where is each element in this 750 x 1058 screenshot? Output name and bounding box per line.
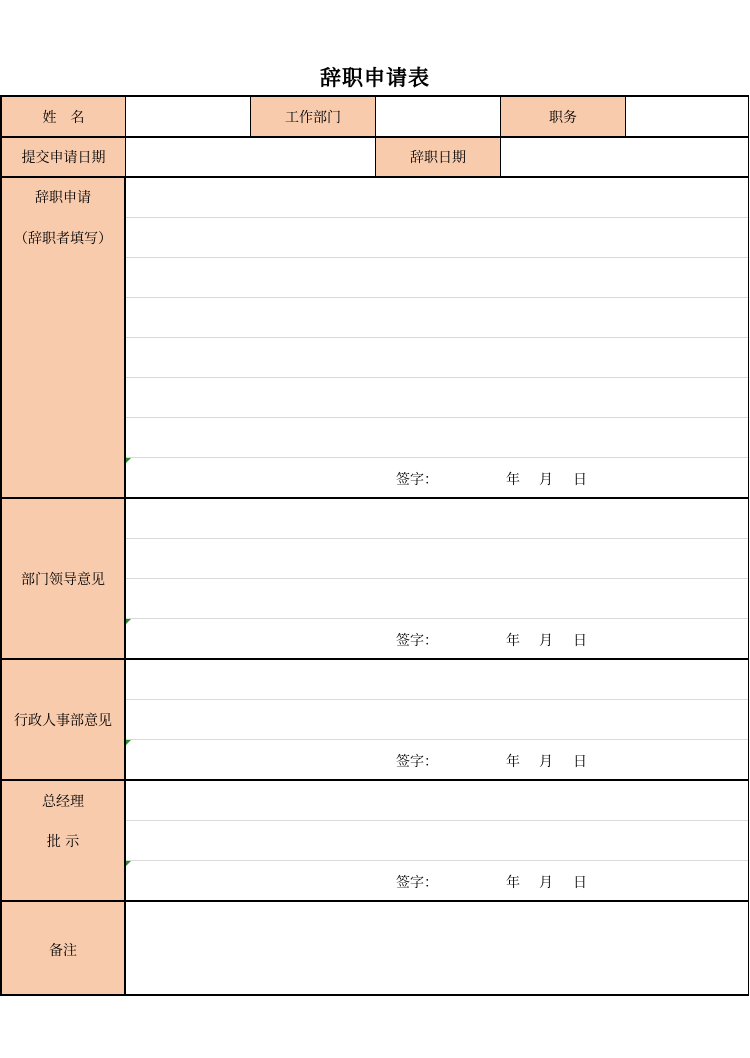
writing-line[interactable] [126, 218, 748, 258]
position-label: 职务 [501, 97, 626, 136]
dept-field[interactable] [376, 97, 501, 136]
writing-line[interactable] [126, 700, 748, 740]
writing-line[interactable] [126, 338, 748, 378]
row-dates [0, 136, 749, 176]
writing-line[interactable] [126, 821, 748, 861]
sign-label: 签字： [396, 754, 438, 770]
gm-label [2, 781, 126, 900]
name-label: 姓 名 [2, 97, 126, 136]
writing-line[interactable] [126, 298, 748, 338]
dept-label: 工作部门 [251, 97, 376, 136]
remarks-body[interactable] [126, 902, 748, 994]
submit-date-field[interactable] [126, 138, 376, 176]
signature-line[interactable] [126, 619, 748, 659]
month-label: 月 [539, 633, 553, 649]
day-label: 日 [573, 633, 587, 649]
dept-leader-section [0, 497, 749, 658]
writing-line[interactable] [126, 378, 748, 418]
year-label: 年 [506, 754, 520, 770]
cell-note-marker [126, 861, 131, 866]
signature-line[interactable] [126, 458, 748, 498]
sign-label: 签字： [396, 633, 438, 649]
writing-line[interactable] [126, 660, 748, 700]
sign-label: 签字： [396, 875, 438, 891]
application-section [0, 176, 749, 497]
hr-section [0, 658, 749, 779]
gm-label-line2: 批 示 [46, 834, 80, 850]
writing-line[interactable] [126, 539, 748, 579]
resign-date-field[interactable] [501, 138, 748, 176]
day-label: 日 [573, 875, 587, 891]
cell-note-marker [126, 619, 131, 624]
writing-line[interactable] [126, 781, 748, 821]
day-label: 日 [573, 472, 587, 488]
writing-line[interactable] [126, 418, 748, 458]
application-label-line2: （辞职者填写） [14, 231, 112, 247]
month-label: 月 [539, 875, 553, 891]
remarks-label [2, 902, 126, 994]
row-basic-info [0, 95, 749, 136]
hr-body[interactable] [126, 660, 748, 779]
writing-line[interactable] [126, 579, 748, 619]
application-label [2, 178, 126, 497]
submit-date-label: 提交申请日期 [2, 138, 126, 176]
year-label: 年 [506, 633, 520, 649]
gm-body[interactable] [126, 781, 748, 900]
gm-section [0, 779, 749, 900]
resign-date-label: 辞职日期 [376, 138, 501, 176]
cell-note-marker [126, 458, 131, 463]
writing-line[interactable] [126, 258, 748, 298]
year-label: 年 [506, 472, 520, 488]
month-label: 月 [539, 754, 553, 770]
form-title: 辞职申请表 [320, 66, 430, 90]
signature-line[interactable] [126, 861, 748, 901]
dept-leader-label-text: 部门领导意见 [21, 572, 105, 588]
dept-leader-label [2, 499, 126, 658]
hr-label [2, 660, 126, 779]
remarks-section [0, 900, 749, 996]
writing-line[interactable] [126, 499, 748, 539]
application-label-line1: 辞职申请 [35, 190, 91, 206]
day-label: 日 [573, 754, 587, 770]
cell-note-marker [126, 740, 131, 745]
year-label: 年 [506, 875, 520, 891]
signature-line[interactable] [126, 740, 748, 780]
application-body[interactable] [126, 178, 748, 497]
month-label: 月 [539, 472, 553, 488]
hr-label-text: 行政人事部意见 [14, 713, 112, 729]
dept-leader-body[interactable] [126, 499, 748, 658]
resignation-form [0, 95, 749, 996]
sign-label: 签字： [396, 472, 438, 488]
position-field[interactable] [626, 97, 748, 136]
name-field[interactable] [126, 97, 251, 136]
remarks-label-text: 备注 [49, 943, 77, 959]
gm-label-line1: 总经理 [42, 794, 84, 810]
writing-line[interactable] [126, 178, 748, 218]
